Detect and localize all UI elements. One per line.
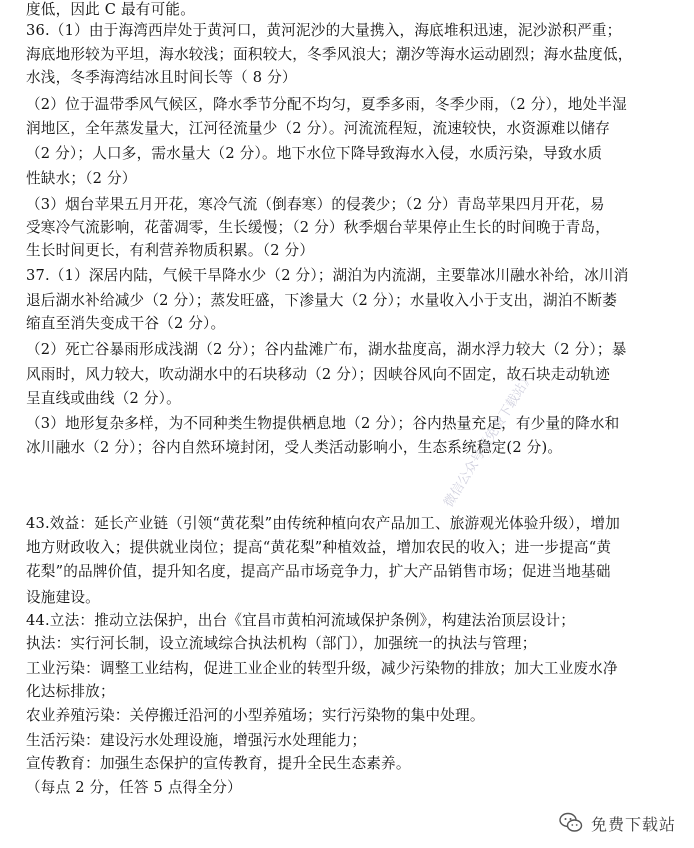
answer-line: 农业养殖污染：关停搬迁沿河的小型养殖场；实行污染物的集中处理。 xyxy=(26,707,485,724)
footer-brand-label: 免费下载站 xyxy=(590,814,676,834)
footer-brand xyxy=(559,810,676,836)
answer-line: 宣传教育：加强生态保护的宣传教育，提升全民生态素养。 xyxy=(26,755,411,772)
answer-line: 地方财政收入；提供就业岗位；提高“黄花梨”种植效益，增加农民的收入；进一步提高“黄 xyxy=(26,539,612,556)
wechat-icon xyxy=(559,812,583,834)
answer-line: 43.效益：延长产业链（引领“黄花梨”由传统种植向农产品加工、旅游观光体验升级），增加 xyxy=(26,515,620,532)
answer-line: 生活污染：建设污水处理设施，增强污水处理能力； xyxy=(26,732,367,749)
answer-line: 37.（1）深居内陆，气候干旱降水少（2 分）；湖泊为内流湖，主要靠冰川融水补给，冰川消 xyxy=(26,267,629,284)
answer-line: 呈直线或曲线（2 分）。 xyxy=(26,390,181,407)
answer-line: 润地区，全年蒸发量大，江河径流量少（2 分）。河流流程短，流速较快，水资源难以储存 xyxy=(26,120,610,137)
answer-line: 水浅，冬季海湾结冰且时间长等（ 8 分） xyxy=(26,69,297,86)
answer-line: （每点 2 分，任答 5 点得全分） xyxy=(26,779,242,796)
answer-line: （3）烟台苹果五月开花，寒冷气流（倒春寒）的侵袭少；（2 分）青岛苹果四月开花，易 xyxy=(26,196,605,213)
answer-line: 冰川融水（2 分）；谷内自然环境封闭，受人类活动影响小，生态系统稳定(2 分)。 xyxy=(26,439,563,456)
watermark-text: 微信公众号《免费下载站》 xyxy=(441,369,537,511)
answer-line: 退后湖水补给减少（2 分）；蒸发旺盛，下渗量大（2 分）；水量收入小于支出，湖泊不断萎 xyxy=(26,292,618,309)
answer-line: 生长时间更长，有利营养物质积累。（2 分） xyxy=(26,242,315,259)
answer-line: 设施建设。 xyxy=(26,589,100,606)
answer-line: （3）地形复杂多样，为不同种类生物提供栖息地（2 分）；谷内热量充足，有少量的降水和 xyxy=(26,415,620,432)
answer-line: 花梨”的品牌价值，提升知名度，提高产品市场竞争力，扩大产品销售市场；促进当地基础 xyxy=(26,563,611,580)
answer-line: （2）位于温带季风气候区，降水季节分配不均匀，夏季多雨，冬季少雨，（2 分），地处半湿 xyxy=(26,96,627,113)
answer-line: 性缺水；（2 分） xyxy=(26,170,137,187)
answer-line: 36.（1）由于海湾西岸处于黄河口，黄河泥沙的大量携入，海底堆积迅速，泥沙淤积严重； xyxy=(26,22,622,39)
answer-line: （2）死亡谷暴雨形成浅湖（2 分）；谷内盐滩广布，湖水盐度高，湖水浮力较大（2 分）；暴 xyxy=(26,341,627,358)
answer-line: （2 分）；人口多，需水量大（2 分）。地下水位下降导致海水入侵，水质污染，导致水质 xyxy=(26,145,603,162)
answer-line: 化达标排放； xyxy=(26,683,115,700)
answer-line: 度低，因此 C 最有可能。 xyxy=(26,1,195,18)
answer-line: 受寒冷气流影响，花蕾凋零，生长缓慢；（2 分）秋季烟台苹果停止生长的时间晚于青岛， xyxy=(26,219,610,236)
answer-line: 44.立法：推动立法保护，出台《宜昌市黄柏河流域保护条例》，构建法治顶层设计； xyxy=(26,612,576,629)
answer-line: 执法：实行河长制，设立流域综合执法机构（部门），加强统一的执法与管理； xyxy=(26,635,537,652)
answer-line: 海底地形较为平坦，海水较浅；面积较大，冬季风浪大；潮汐等海水运动剧烈；海水盐度低， xyxy=(26,46,633,63)
answer-line: 工业污染：调整工业结构，促进工业企业的转型升级，减少污染物的排放；加大工业废水净 xyxy=(26,660,618,677)
answer-line: 风雨时，风力较大，吹动湖水中的石块移动（2 分）；因峡谷风向不固定，故石块走动轨迹 xyxy=(26,366,610,383)
answer-line: 缩直至消失变成干谷（2 分）。 xyxy=(26,315,226,332)
